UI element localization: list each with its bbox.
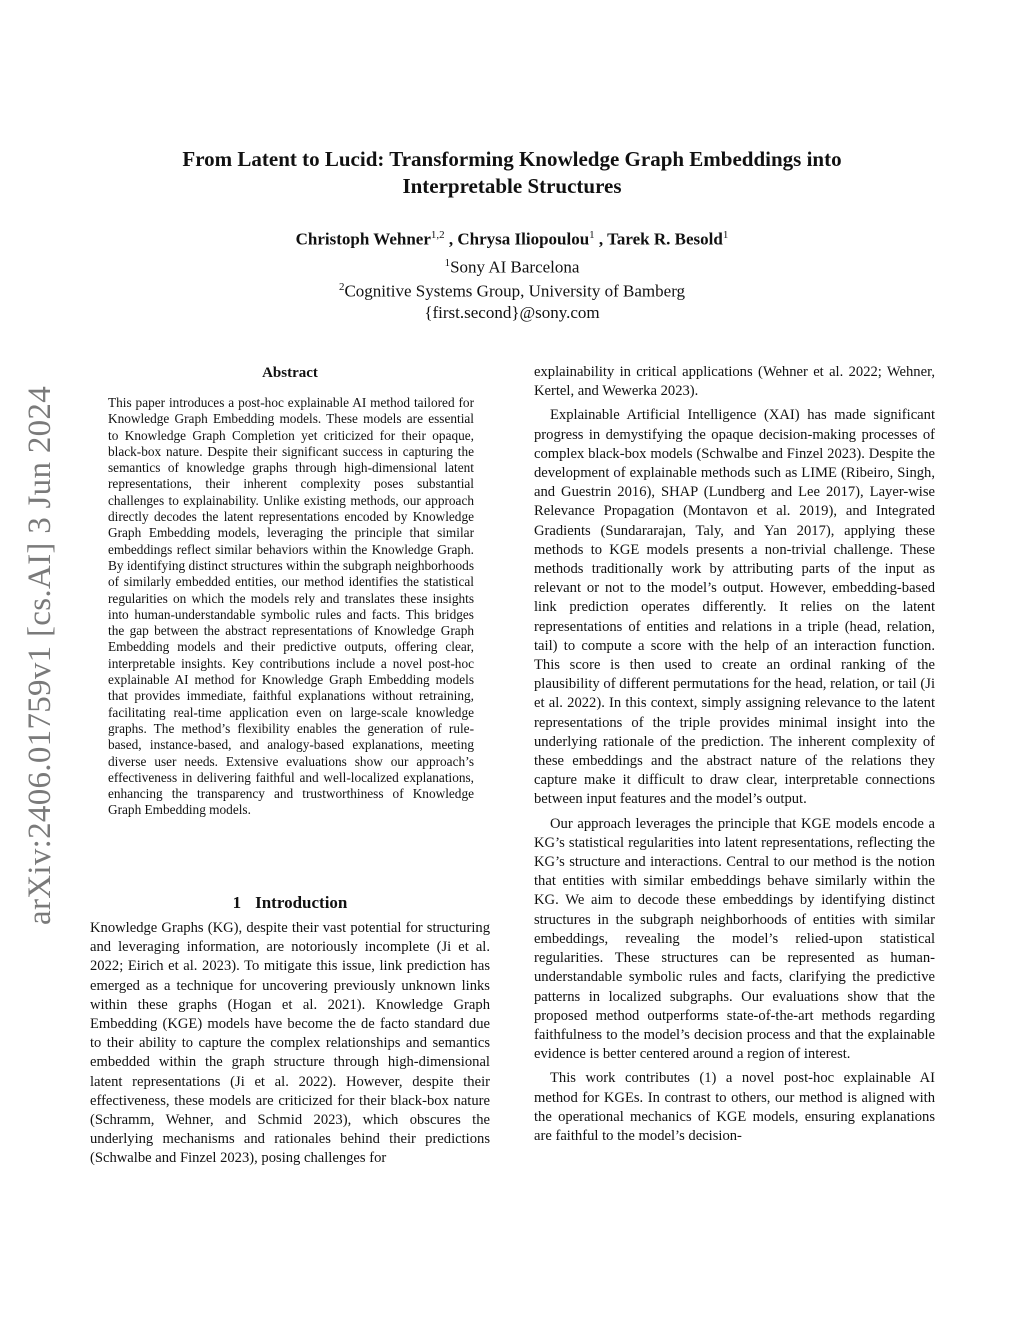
author-name: Tarek R. Besold xyxy=(607,229,723,249)
title-line-1: From Latent to Lucid: Transforming Knowledge Graph Embeddings into xyxy=(182,147,842,171)
author-list: Christoph Wehner$^{1,2}$ , Chrysa Iliopoulou$^1$ , Tarek R. Besold$^1$ xyxy=(295,229,729,249)
body-paragraph: This work contributes (1) a novel post-hoc explainable AI method for KGEs. In contrast to others, our method is aligned with the operational mechanics of KGE models, ensuring explanations are faithful to the model’s decision- xyxy=(534,1070,935,1144)
abstract-heading: Abstract xyxy=(262,365,318,381)
body-paragraph: Our approach leverages the principle that KGE models encode a KG’s statistical regularities into latent representations, reflecting the KG’s structure and interactions. Central to our method is the notion that entities with similar embeddings behave similarly within the KG. We aim to decode these embeddings by identifying distinct structures in the subgraph neighborhoods of entities with similar embeddings, revealing the model’s relied-upon statistical regularities. These structures can be represented as human-understandable symbolic rules and facts, clarifying the predictive patterns in localized subgraphs. Our evaluations show that the proposed method outperforms state-of-the-art methods regarding faithfulness to the model’s decision process and that the explainable evidence is better centered around a region of interest. xyxy=(534,815,935,1063)
affiliation-text: Sony AI Barcelona xyxy=(450,257,580,277)
author-affiliation-mark: 1 xyxy=(589,229,595,241)
affiliation xyxy=(100,276,924,303)
left-column-text xyxy=(90,919,490,1169)
author-email: {first.second}@sony.com xyxy=(424,303,600,322)
paper-title xyxy=(100,146,924,200)
title-line-2: Interpretable Structures xyxy=(402,174,622,198)
affiliation-mark: 1 xyxy=(444,257,451,269)
author-affiliation-mark: 1 xyxy=(722,229,729,241)
body-paragraph: Explainable Artificial Intelligence (XAI) has made significant progress in demystifying the opaque decision-making processes of complex black-box models (Schwalbe and Finzel 2023). Despite the development of explainable methods such as LIME (Ribeiro, Singh, and Guestrin 2016), SHAP (Lundberg and Lee 2017), Layer-wise Relevance Propagation (Montavon et al. 2019), and Integrated Gradients (Sundararajan, Taly, and Yan 2017), applying these methods to KGE models presents a non-trivial challenge. These methods traditionally work by attributing parts of the input as relevant or not to the model’s output. However, embedding-based link prediction operates differently. It relies on the latent representations of entities and relations in a triple (head, relation, tail) to compute a score with the help of an interaction function. This score is then used to create an ordinal ranking of the plausibility of different permutations for the head, relation, or tail (Ji et al. 2022). In this context, simply assigning relevance to the latent representations of the triple provides minimal insight into the underlying rationale of the prediction. The inherent complexity of these embeddings and the abstract nature of the relations they capture make it difficult to draw clear, interpretable connections between input features and the model’s output. xyxy=(534,407,935,808)
author-affiliation-mark: 1,2 xyxy=(430,229,445,241)
affiliation xyxy=(100,252,924,279)
affiliation-mark: 2 xyxy=(338,281,345,293)
body-paragraph: Knowledge Graphs (KG), despite their vast potential for structuring and leveraging information, are notoriously incomplete (Ji et al. 2022; Eirich et al. 2023). To mitigate this issue, link prediction has emerged as a technique for uncovering previously unknown links within these graphs (Hogan et al. 2021). Knowledge Graph Embedding (KGE) models have become the de facto standard due to their ability to capture the complex relationships and semantics embedded within the graph structure through high-dimensional latent representations (Ji et al. 2022). However, despite their effectiveness, these models are criticized for their black-box nature (Schramm, Wehner, and Schmid 2023), which obscures the underlying mechanisms and rationales behind their predictions (Schwalbe and Finzel 2023), posing challenges for xyxy=(90,920,490,1167)
affiliation-text: Cognitive Systems Group, University of Bamberg xyxy=(344,281,686,301)
author-name: Chrysa Iliopoulou xyxy=(457,229,590,249)
abstract-text: This paper introduces a post-hoc explainable AI method tailored for Knowledge Graph Embedding models. These models are essential to Knowledge Graph Completion yet criticized for their opaque, black-box nature. Despite their significant success in capturing the semantics of knowledge graphs through high-dimensional latent representations, their inherent complexity poses substantial challenges to explainability. Unlike existing methods, our approach directly decodes the latent representations encoded by Knowledge Graph Embedding models, leveraging the principle that similar embeddings reflect similar behaviors within the Knowledge Graph. By identifying distinct structures within the subgraph neighborhoods of similarly embedded entities, our method identifies the statistical regularities on which the models rely and translates these insights into human-understandable symbolic rules and facts. This bridges the gap between the abstract representations of Knowledge Graph Embedding models and their predictive outputs, offering clear, interpretable insights. Key contributions include a novel post-hoc explainable AI method for Knowledge Graph Embedding models that provides immediate, faithful explanations without retraining, facilitating real-time application even on large-scale knowledge graphs. The method’s flexibility enables the generation of rule-based, instance-based, and analogy-based explanations, meeting diverse user needs. Extensive evaluations show our approach’s effectiveness in delivering faithful and well-localized explanations, enhancing the transparency and trustworthiness of Knowledge Graph Embedding models. xyxy=(108,395,474,818)
section-heading-introduction xyxy=(90,892,490,914)
author-name: Christoph Wehner xyxy=(295,229,431,249)
section-title: Introduction xyxy=(255,893,348,912)
section-number: 1 xyxy=(232,893,242,912)
right-column-text xyxy=(534,363,935,1146)
arxiv-identifier: arXiv:2406.01759v1 [cs.AI] 3 Jun 2024 xyxy=(22,385,58,925)
body-paragraph: explainability in critical applications (Wehner et al. 2022; Wehner, Kertel, and Wewerka 2023). xyxy=(534,364,935,400)
